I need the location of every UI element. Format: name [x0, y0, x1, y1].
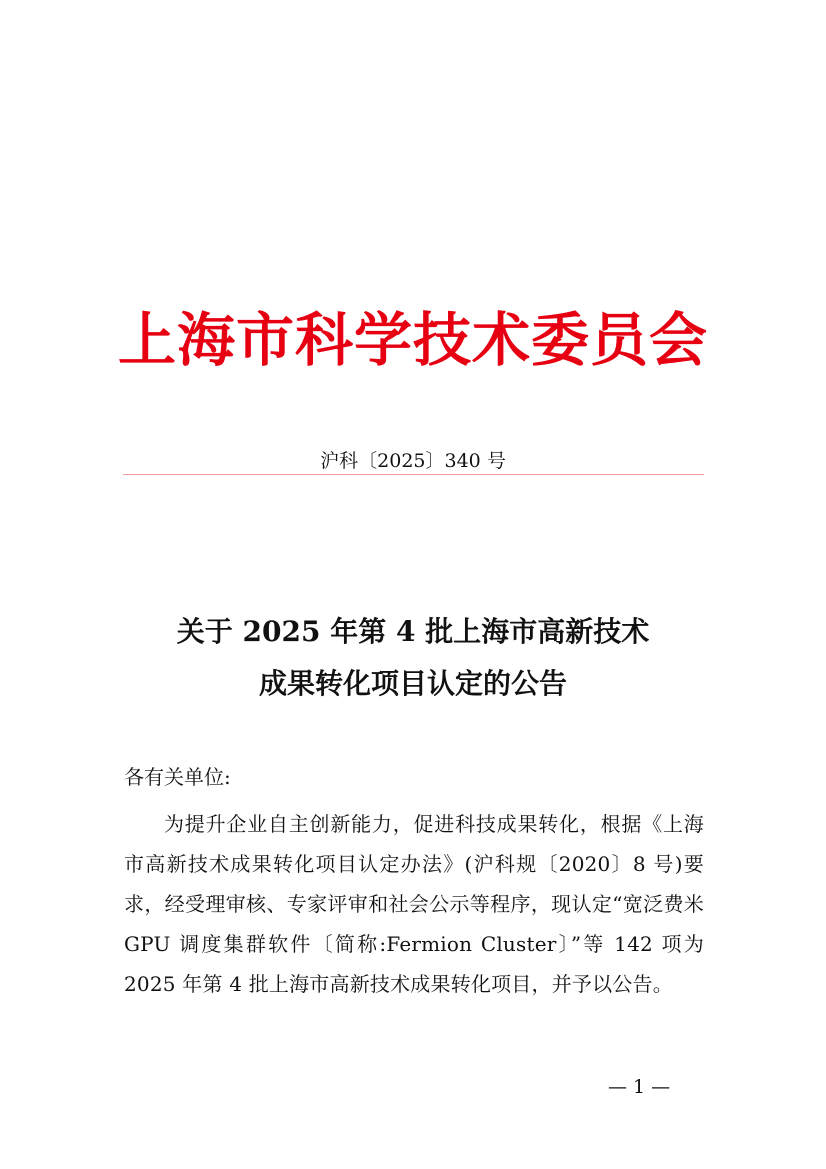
title-line-1: 关于 2025 年第 4 批上海市高新技术 [176, 615, 650, 648]
title-line-2: 成果转化项目认定的公告 [258, 667, 567, 700]
body-paragraph: 为提升企业自主创新能力，促进科技成果转化，根据《上海市高新技术成果转化项目认定办法》(沪科规〔2020〕8 号)要求，经受理审核、专家评审和社会公示等程序，现认定“宽泛费米 GPU 调度集群软件〔简称:Fermion Cluster〕”等 142 项为 2025 年第 4 批上海市高新技术成果转化项目，并予以公告。 [124, 812, 704, 996]
issuing-organization-header: 上海市科学技术委员会 [117, 306, 708, 374]
red-divider-line [123, 474, 704, 475]
page-number: — 1 — [608, 1076, 671, 1098]
salutation: 各有关单位: [124, 765, 231, 789]
announcement-title [0, 606, 826, 710]
document-number: 沪科〔2025〕340 号 [320, 450, 506, 472]
